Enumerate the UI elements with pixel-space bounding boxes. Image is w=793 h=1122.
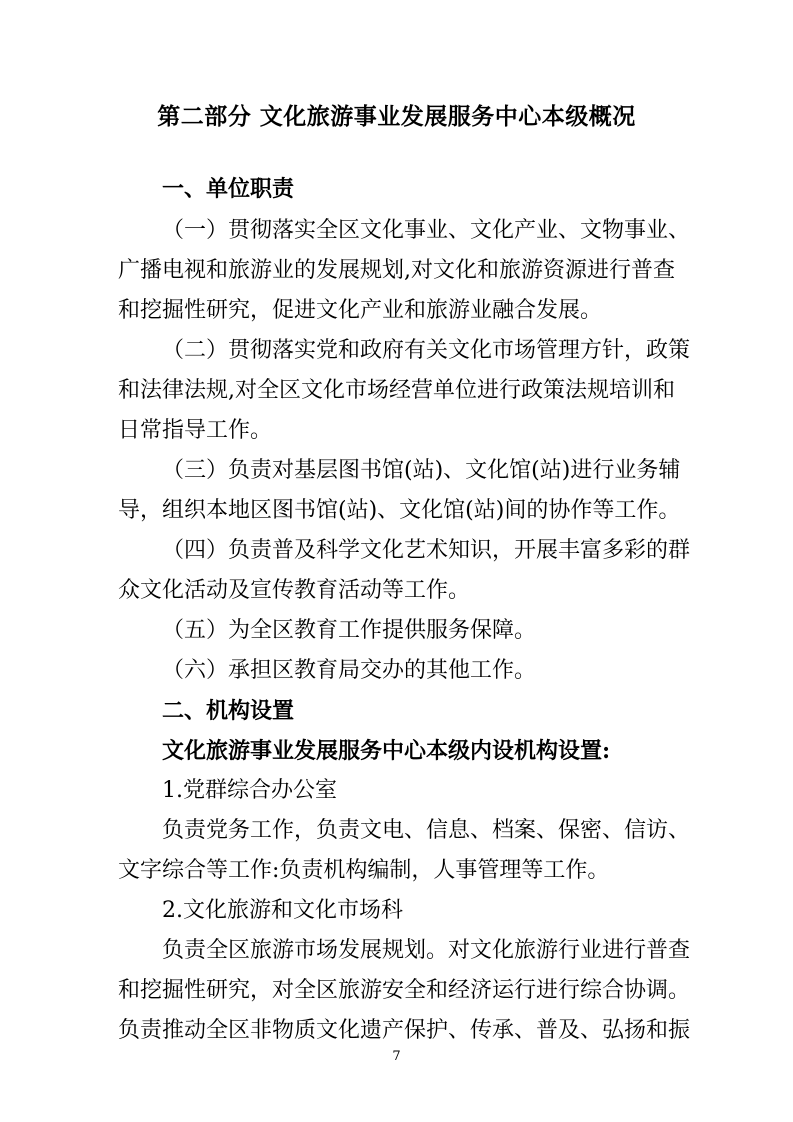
paragraph-line: 和法律法规,对全区文化市场经营单位进行政策法规培训和	[118, 378, 675, 403]
paragraph-line: 和挖掘性研究，对全区旅游安全和经济运行进行综合协调。	[118, 978, 691, 1003]
section-heading-organization: 二、机构设置	[162, 698, 295, 724]
paragraph-line: 和挖掘性研究，促进文化产业和旅游业融合发展。	[118, 298, 603, 323]
paragraph-line: 日常指导工作。	[118, 418, 273, 443]
paragraph-line: 负责推动全区非物质文化遗产保护、传承、普及、弘扬和振	[118, 1018, 691, 1043]
sub-heading: 文化旅游事业发展服务中心本级内设机构设置:	[162, 738, 611, 764]
section-heading-responsibilities: 一、单位职责	[162, 176, 295, 202]
paragraph-line: 导，组织本地区图书馆(站)、文化馆(站)间的协作等工作。	[118, 498, 681, 523]
paragraph-line: （四）负责普及科学文化艺术知识，开展丰富多彩的群	[162, 538, 691, 563]
office-name: 1.党群综合办公室	[162, 778, 337, 803]
paragraph-line: （一）贯彻落实全区文化事业、文化产业、文物事业、	[162, 218, 691, 243]
paragraph-line: 众文化活动及宣传教育活动等工作。	[118, 578, 471, 603]
page-title: 第二部分 文化旅游事业发展服务中心本级概况	[157, 103, 636, 130]
paragraph-line: （二）贯彻落实党和政府有关文化市场管理方针，政策	[162, 338, 691, 363]
page-number: 7	[392, 1049, 401, 1064]
paragraph-line: 负责全区旅游市场发展规划。对文化旅游行业进行普查	[162, 938, 691, 963]
paragraph-line: （五）为全区教育工作提供服务保障。	[162, 618, 537, 643]
paragraph-line: （六）承担区教育局交办的其他工作。	[162, 658, 537, 683]
paragraph-line: （三）负责对基层图书馆(站)、文化馆(站)进行业务辅	[162, 458, 681, 483]
paragraph-line: 文字综合等工作:负责机构编制，人事管理等工作。	[118, 858, 610, 883]
paragraph-line: 广播电视和旅游业的发展规划,对文化和旅游资源进行普查	[118, 258, 675, 283]
paragraph-line: 负责党务工作，负责文电、信息、档案、保密、信访、	[162, 818, 691, 843]
office-name: 2.文化旅游和文化市场科	[162, 898, 403, 923]
